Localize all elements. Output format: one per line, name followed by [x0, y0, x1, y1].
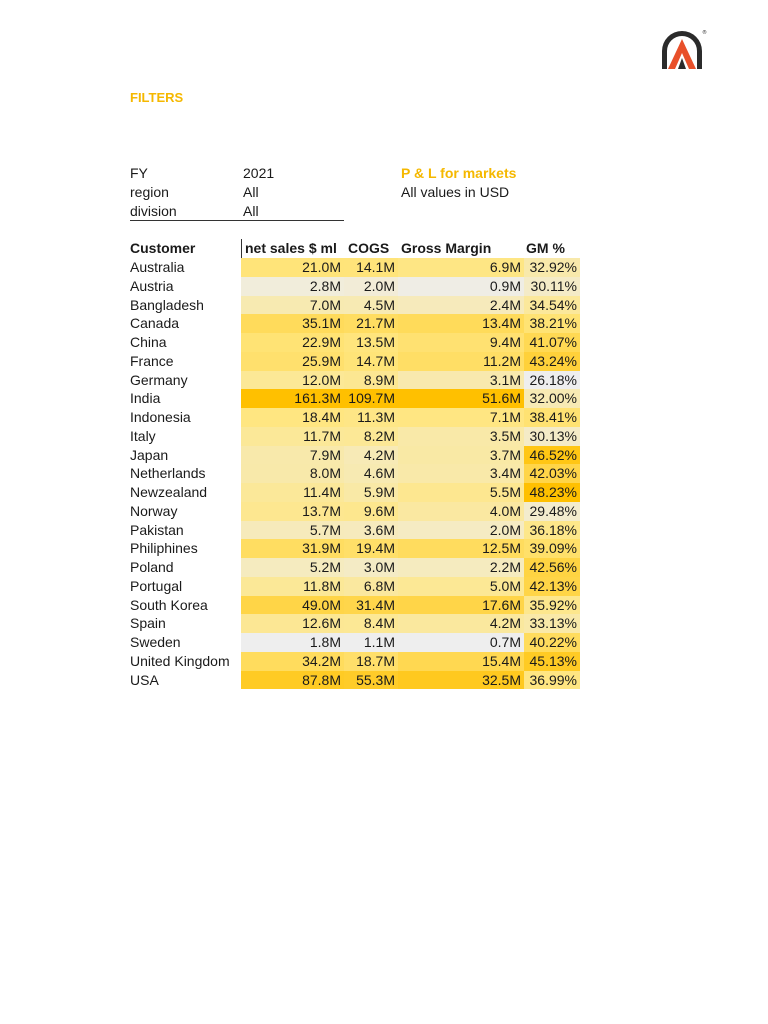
table-row	[130, 502, 580, 521]
cell-customer: India	[130, 390, 161, 407]
cell-gross-margin: 51.6M	[398, 389, 524, 408]
table-row	[130, 577, 580, 596]
cell-cogs: 8.9M	[344, 371, 398, 390]
header-gm-pct: GM %	[526, 240, 565, 256]
cell-gm-pct: 43.24%	[524, 352, 580, 371]
cell-cogs: 1.1M	[344, 633, 398, 652]
pl-block	[401, 164, 516, 202]
cell-customer: Bangladesh	[130, 296, 204, 313]
cell-gm-pct: 45.13%	[524, 652, 580, 671]
cell-gross-margin: 5.0M	[398, 577, 524, 596]
table-row	[130, 389, 580, 408]
table-row	[130, 596, 580, 615]
cell-customer: Pakistan	[130, 521, 184, 538]
cell-gross-margin: 15.4M	[398, 652, 524, 671]
filter-row-fy	[130, 164, 343, 183]
cell-net-sales: 11.8M	[241, 577, 344, 596]
cell-gm-pct: 40.22%	[524, 633, 580, 652]
filter-value-region[interactable]: All	[243, 184, 259, 200]
pl-subtitle: All values in USD	[401, 184, 510, 200]
cell-gross-margin: 17.6M	[398, 596, 524, 615]
cell-gm-pct: 30.13%	[524, 427, 580, 446]
cell-gross-margin: 5.5M	[398, 483, 524, 502]
cell-net-sales: 31.9M	[241, 539, 344, 558]
table-row	[130, 483, 580, 502]
cell-cogs: 31.4M	[344, 596, 398, 615]
cell-gross-margin: 3.7M	[398, 446, 524, 465]
cell-customer: Newzealand	[130, 484, 208, 500]
cell-gross-margin: 2.0M	[398, 521, 524, 540]
cell-gross-margin: 2.2M	[398, 558, 524, 577]
cell-cogs: 18.7M	[344, 652, 398, 671]
cell-net-sales: 11.4M	[241, 483, 344, 502]
filter-value-fy[interactable]: 2021	[243, 165, 275, 181]
cell-net-sales: 87.8M	[241, 671, 344, 690]
cell-customer: China	[130, 334, 167, 350]
cell-gm-pct: 30.11%	[524, 277, 580, 296]
header-cogs: COGS	[348, 240, 390, 256]
cell-cogs: 55.3M	[344, 671, 398, 690]
cell-customer: Australia	[130, 259, 185, 275]
table-row	[130, 258, 580, 277]
cell-customer: Japan	[130, 446, 169, 463]
cell-net-sales: 7.9M	[241, 446, 344, 465]
cell-cogs: 5.9M	[344, 483, 398, 502]
cell-gross-margin: 6.9M	[398, 258, 524, 277]
cell-net-sales: 12.0M	[241, 371, 344, 390]
table-row	[130, 408, 580, 427]
cell-customer: Norway	[130, 502, 178, 519]
cell-cogs: 13.5M	[344, 333, 398, 352]
filter-label: region	[130, 184, 169, 200]
cell-gross-margin: 12.5M	[398, 539, 524, 558]
cell-gross-margin: 3.4M	[398, 464, 524, 483]
table-header	[130, 239, 580, 258]
cell-gm-pct: 38.21%	[524, 314, 580, 333]
cell-net-sales: 35.1M	[241, 314, 344, 333]
cell-net-sales: 13.7M	[241, 502, 344, 521]
cell-cogs: 8.4M	[344, 614, 398, 633]
cell-net-sales: 12.6M	[241, 614, 344, 633]
cell-gm-pct: 39.09%	[524, 539, 580, 558]
table-row	[130, 671, 580, 690]
cell-gm-pct: 32.00%	[524, 389, 580, 408]
svg-text:®: ®	[702, 30, 707, 36]
table-row	[130, 352, 580, 371]
cell-cogs: 3.0M	[344, 558, 398, 577]
table-row	[130, 539, 580, 558]
table-row	[130, 427, 580, 446]
filter-block	[130, 164, 343, 221]
table-row	[130, 614, 580, 633]
filter-label: division	[130, 203, 177, 219]
cell-cogs: 4.2M	[344, 446, 398, 465]
cell-gross-margin: 9.4M	[398, 333, 524, 352]
pl-table	[130, 239, 580, 689]
table-row	[130, 633, 580, 652]
cell-gross-margin: 4.2M	[398, 614, 524, 633]
cell-customer: Austria	[130, 277, 174, 294]
cell-net-sales: 5.7M	[241, 521, 344, 540]
pl-title: P & L for markets	[401, 165, 517, 181]
cell-gross-margin: 4.0M	[398, 502, 524, 521]
cell-gross-margin: 13.4M	[398, 314, 524, 333]
cell-gross-margin: 2.4M	[398, 296, 524, 315]
filters-title: FILTERS	[130, 90, 184, 105]
table-body	[130, 258, 580, 689]
filter-value-division[interactable]: All	[243, 203, 259, 219]
table-row	[130, 652, 580, 671]
cell-cogs: 8.2M	[344, 427, 398, 446]
filter-row-region	[130, 183, 343, 202]
cell-gm-pct: 48.23%	[524, 483, 580, 502]
cell-gm-pct: 36.18%	[524, 521, 580, 540]
table-row	[130, 314, 580, 333]
cell-gm-pct: 35.92%	[524, 596, 580, 615]
cell-gm-pct: 42.13%	[524, 577, 580, 596]
table-row	[130, 558, 580, 577]
cell-gm-pct: 41.07%	[524, 333, 580, 352]
cell-gross-margin: 32.5M	[398, 671, 524, 690]
cell-gm-pct: 42.03%	[524, 464, 580, 483]
cell-gross-margin: 7.1M	[398, 408, 524, 427]
cell-customer: Netherlands	[130, 465, 206, 482]
cell-net-sales: 5.2M	[241, 558, 344, 577]
cell-cogs: 14.7M	[344, 352, 398, 371]
cell-customer: South Korea	[130, 596, 208, 613]
header-customer: Customer	[130, 240, 196, 256]
cell-customer: Indonesia	[130, 409, 191, 425]
header-net-sales: net sales $ ml	[241, 239, 344, 258]
cell-cogs: 14.1M	[344, 258, 398, 277]
cell-gross-margin: 3.5M	[398, 427, 524, 446]
cell-net-sales: 49.0M	[241, 596, 344, 615]
cell-gm-pct: 33.13%	[524, 614, 580, 633]
table-row	[130, 521, 580, 540]
cell-gm-pct: 38.41%	[524, 408, 580, 427]
cell-cogs: 11.3M	[344, 408, 398, 427]
cell-net-sales: 1.8M	[241, 633, 344, 652]
cell-gm-pct: 29.48%	[524, 502, 580, 521]
filter-divider	[130, 220, 344, 221]
cell-gm-pct: 42.56%	[524, 558, 580, 577]
cell-customer: United Kingdom	[130, 652, 230, 669]
cell-customer: Italy	[130, 427, 156, 444]
cell-cogs: 2.0M	[344, 277, 398, 296]
cell-net-sales: 161.3M	[241, 389, 344, 408]
table-row	[130, 446, 580, 465]
brand-logo-icon	[659, 28, 705, 74]
cell-gross-margin: 11.2M	[398, 352, 524, 371]
cell-gross-margin: 0.9M	[398, 277, 524, 296]
header-gross-margin: Gross Margin	[401, 240, 492, 256]
cell-customer: Sweden	[130, 634, 181, 650]
cell-gm-pct: 26.18%	[524, 371, 580, 390]
cell-customer: Portugal	[130, 577, 183, 594]
cell-cogs: 9.6M	[344, 502, 398, 521]
cell-gm-pct: 32.92%	[524, 258, 580, 277]
table-row	[130, 296, 580, 315]
cell-gross-margin: 0.7M	[398, 633, 524, 652]
cell-cogs: 4.6M	[344, 464, 398, 483]
table-row	[130, 277, 580, 296]
cell-cogs: 6.8M	[344, 577, 398, 596]
cell-customer: Poland	[130, 559, 174, 575]
cell-cogs: 109.7M	[344, 389, 398, 408]
filter-row-division	[130, 202, 343, 221]
cell-net-sales: 22.9M	[241, 333, 344, 352]
cell-net-sales: 11.7M	[241, 427, 344, 446]
cell-cogs: 3.6M	[344, 521, 398, 540]
cell-customer: USA	[130, 671, 159, 688]
cell-cogs: 4.5M	[344, 296, 398, 315]
cell-net-sales: 18.4M	[241, 408, 344, 427]
cell-gross-margin: 3.1M	[398, 371, 524, 390]
table-row	[130, 464, 580, 483]
cell-customer: Germany	[130, 371, 188, 388]
cell-gm-pct: 36.99%	[524, 671, 580, 690]
cell-customer: Philiphines	[130, 540, 198, 557]
table-row	[130, 371, 580, 390]
cell-customer: Canada	[130, 315, 180, 332]
cell-cogs: 21.7M	[344, 314, 398, 333]
cell-gm-pct: 46.52%	[524, 446, 580, 465]
cell-net-sales: 7.0M	[241, 296, 344, 315]
cell-net-sales: 8.0M	[241, 464, 344, 483]
cell-customer: Spain	[130, 615, 166, 632]
cell-net-sales: 21.0M	[241, 258, 344, 277]
table-row	[130, 333, 580, 352]
cell-cogs: 19.4M	[344, 539, 398, 558]
cell-customer: France	[130, 352, 174, 369]
cell-net-sales: 34.2M	[241, 652, 344, 671]
cell-gm-pct: 34.54%	[524, 296, 580, 315]
cell-net-sales: 25.9M	[241, 352, 344, 371]
filter-label: FY	[130, 165, 148, 181]
cell-net-sales: 2.8M	[241, 277, 344, 296]
